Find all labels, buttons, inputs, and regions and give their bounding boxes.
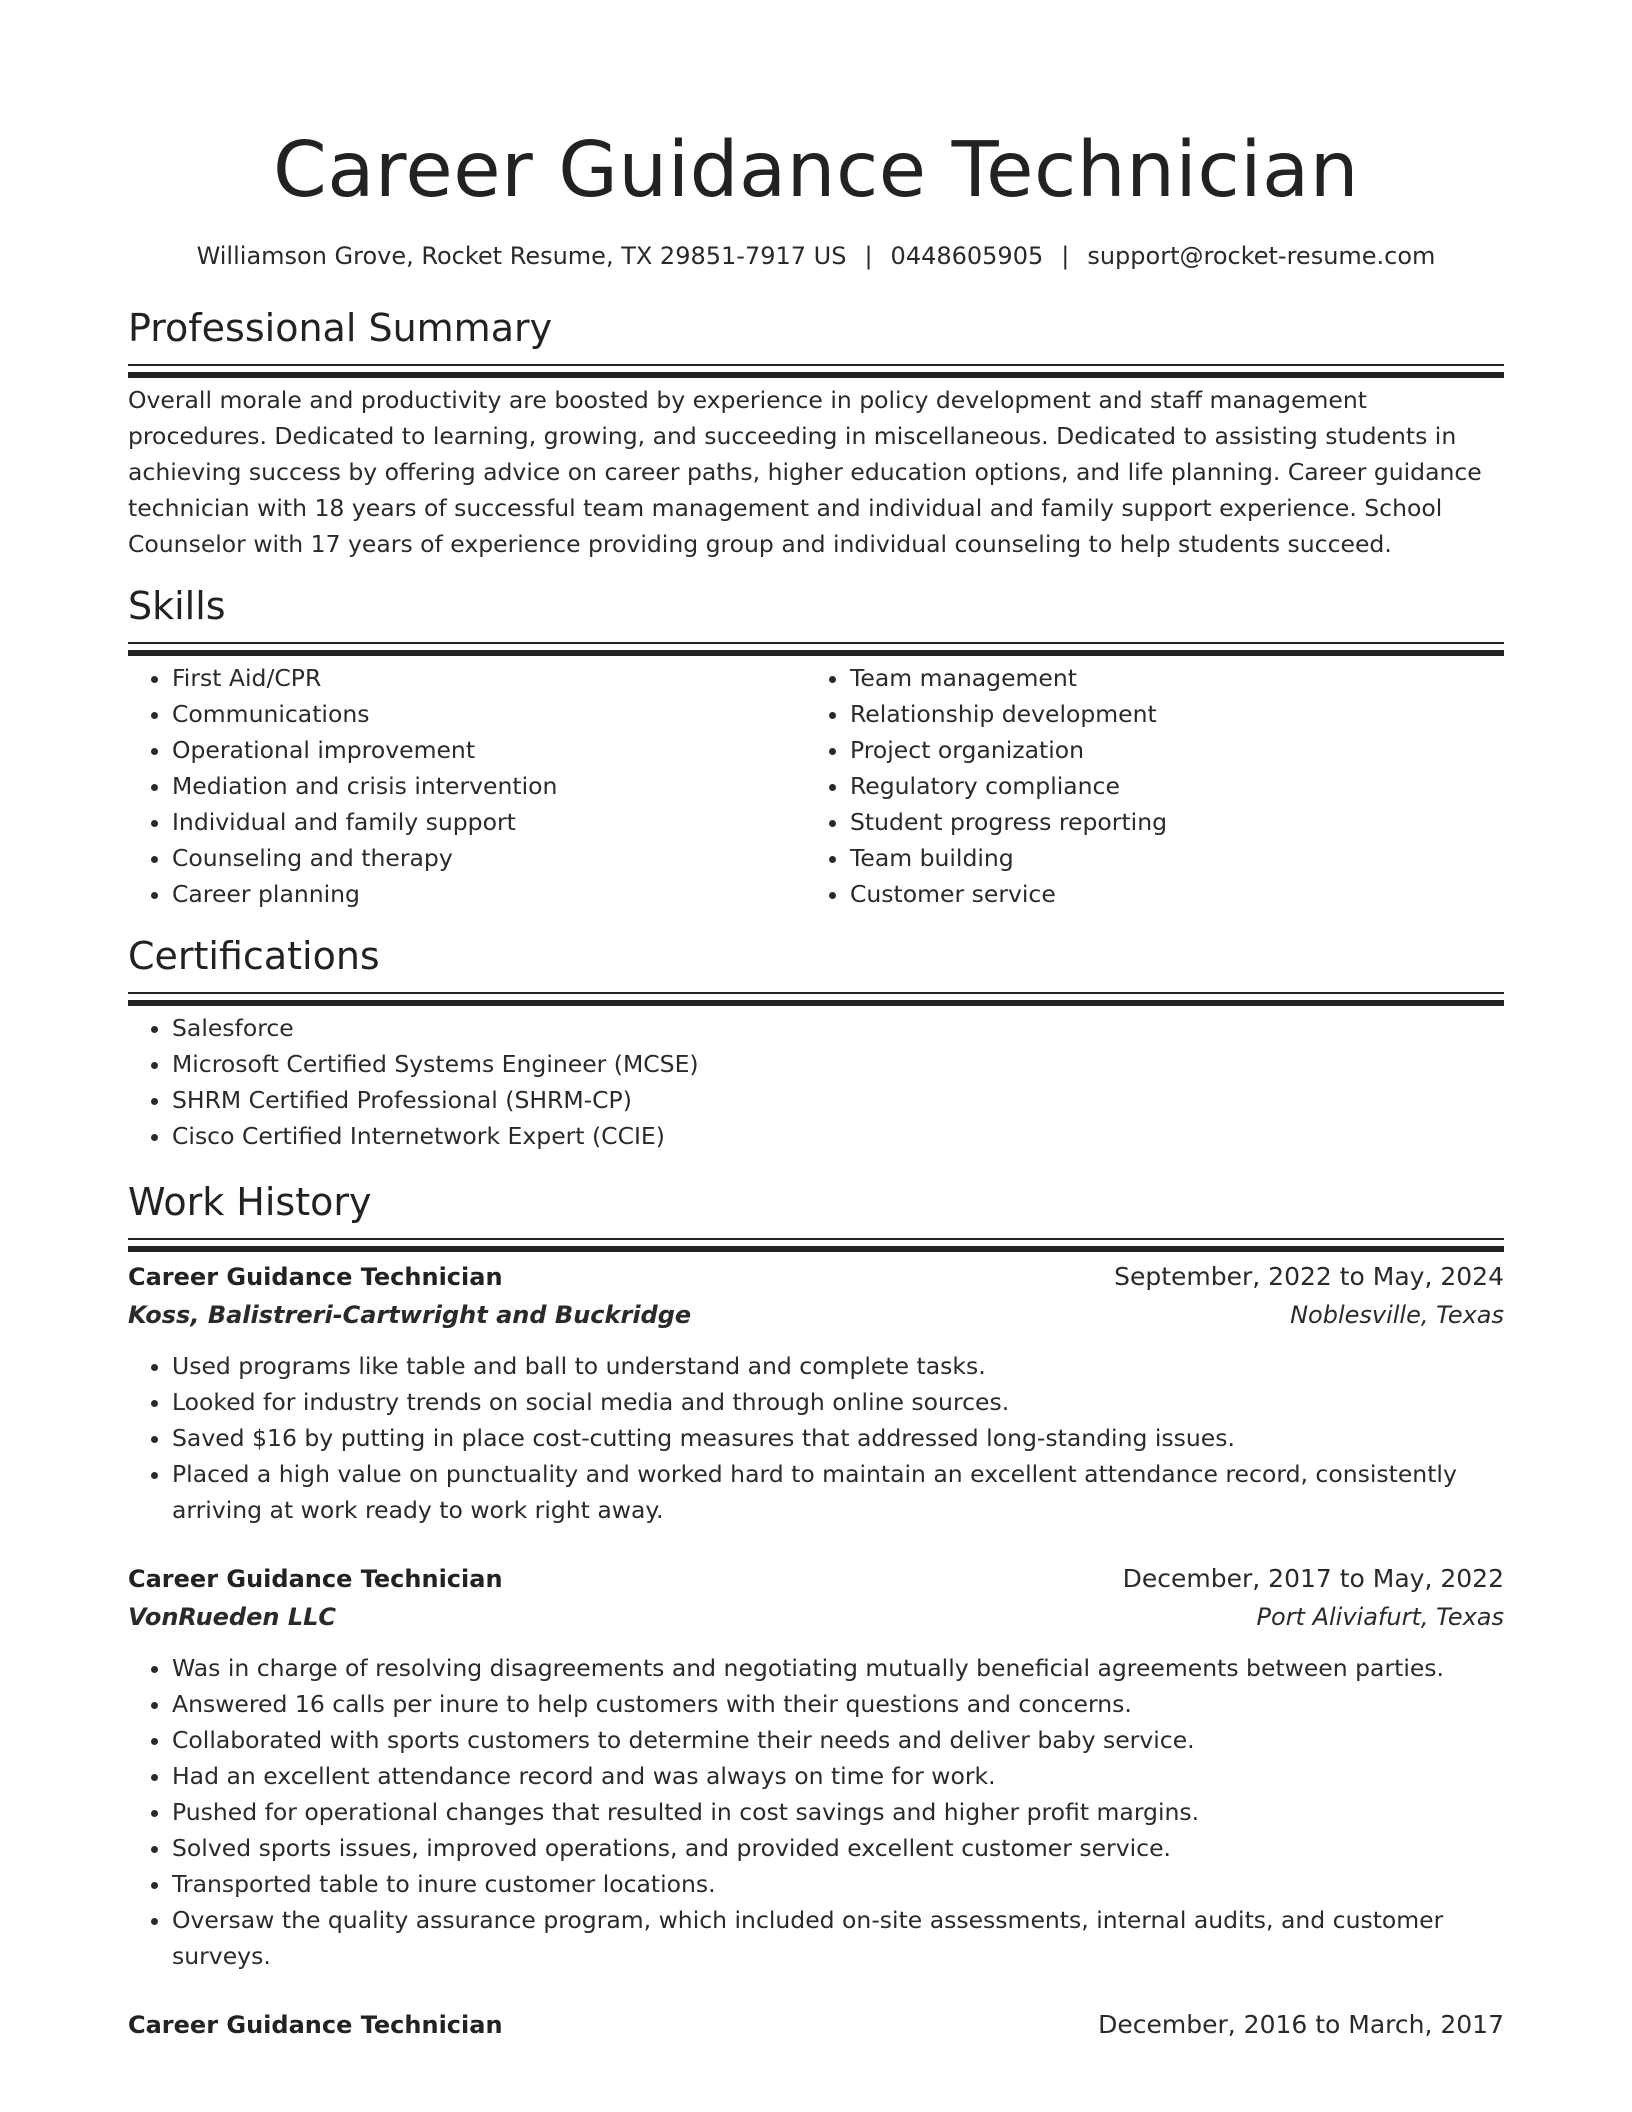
skills-grid <box>128 660 1504 912</box>
work-history-heading: Work History <box>128 1180 372 1224</box>
job-location: Port Aliviafurt, Texas <box>1256 1603 1504 1631</box>
job-entry <box>128 1560 1504 1974</box>
certification-item: • Cisco Certified Internetwork Expert (CCIE) <box>172 1118 1504 1154</box>
job-bullet: • Pushed for operational changes that resulted in cost savings and higher profit margins. <box>172 1794 1504 1830</box>
job-dates: December, 2016 to March, 2017 <box>1098 2010 1504 2039</box>
skill-item: • Counseling and therapy <box>172 840 806 876</box>
section-divider <box>128 642 1504 660</box>
certification-item: • SHRM Certified Professional (SHRM-CP) <box>172 1082 1504 1118</box>
summary-text: Overall morale and productivity are boosted by experience in policy development and staff management procedures. Dedicated to learning, growing, and succeeding in miscellaneous. Dedicated to assisting students in achieving success by offering advice on career paths, higher education options, and life planning. Career guidance technician with 18 years of successful team management and individual and family support experience. School Counselor with 17 years of experience providing group and individual counseling to help students succeed. <box>128 386 1482 558</box>
skill-item: • Student progress reporting <box>850 804 1484 840</box>
job-company: Koss, Balistreri-Cartwright and Buckridge <box>128 1301 692 1329</box>
job-bullets <box>128 1650 1504 1974</box>
work-history-section <box>128 1178 1504 2044</box>
section-divider <box>128 992 1504 1010</box>
job-title: Career Guidance Technician <box>128 1263 503 1291</box>
job-bullet: • Collaborated with sports customers to determine their needs and deliver baby service. <box>172 1722 1504 1758</box>
job-entry <box>128 1258 1504 1528</box>
job-bullet: • Solved sports issues, improved operations, and provided excellent customer service. <box>172 1830 1504 1866</box>
skills-heading: Skills <box>128 584 226 628</box>
certifications-heading: Certifications <box>128 934 380 978</box>
section-divider <box>128 1238 1504 1256</box>
job-entry <box>128 2006 1504 2044</box>
certification-item: • Microsoft Certified Systems Engineer (MCSE) <box>172 1046 1504 1082</box>
job-bullet: • Placed a high value on punctuality and worked hard to maintain an excellent attendance record, consistently arriving at work ready to work right away. <box>172 1456 1504 1528</box>
contact-separator: | <box>864 242 873 270</box>
skill-item: • Communications <box>172 696 806 732</box>
section-divider <box>128 364 1504 382</box>
job-bullet: • Saved $16 by putting in place cost-cutting measures that addressed long-standing issues. <box>172 1420 1504 1456</box>
job-bullets <box>128 1348 1504 1528</box>
contact-phone: 0448605905 <box>890 242 1044 270</box>
skill-item: • Operational improvement <box>172 732 806 768</box>
summary-heading: Professional Summary <box>128 306 553 350</box>
certifications-section <box>128 932 1504 1154</box>
contact-line <box>128 240 1504 272</box>
summary-section <box>128 304 1504 562</box>
job-bullet: • Looked for industry trends on social media and through online sources. <box>172 1384 1504 1420</box>
skill-item: • First Aid/CPR <box>172 660 806 696</box>
job-bullet: • Oversaw the quality assurance program, which included on-site assessments, internal audits, and customer surveys. <box>172 1902 1504 1974</box>
skill-item: • Project organization <box>850 732 1484 768</box>
skill-item: • Relationship development <box>850 696 1484 732</box>
job-title: Career Guidance Technician <box>128 2011 503 2039</box>
skill-item: • Regulatory compliance <box>850 768 1484 804</box>
job-dates: September, 2022 to May, 2024 <box>1114 1262 1504 1291</box>
job-company: VonRueden LLC <box>128 1603 337 1631</box>
skill-item: • Team building <box>850 840 1484 876</box>
skill-item: • Customer service <box>850 876 1484 912</box>
resume-page <box>128 0 1504 2044</box>
job-dates: December, 2017 to May, 2022 <box>1122 1564 1504 1593</box>
job-bullet: • Used programs like table and ball to understand and complete tasks. <box>172 1348 1504 1384</box>
job-bullet: • Was in charge of resolving disagreements and negotiating mutually beneficial agreements between parties. <box>172 1650 1504 1686</box>
skills-column-right <box>806 660 1484 912</box>
job-bullet: • Had an excellent attendance record and was always on time for work. <box>172 1758 1504 1794</box>
resume-title: Career Guidance Technician <box>272 126 1360 215</box>
job-location: Noblesville, Texas <box>1290 1301 1504 1329</box>
job-bullet: • Answered 16 calls per inure to help customers with their questions and concerns. <box>172 1686 1504 1722</box>
skill-item: • Career planning <box>172 876 806 912</box>
skill-item: • Individual and family support <box>172 804 806 840</box>
skill-item: • Mediation and crisis intervention <box>172 768 806 804</box>
job-title: Career Guidance Technician <box>128 1565 503 1593</box>
certifications-list <box>128 1010 1504 1154</box>
contact-email[interactable]: support@rocket-resume.com <box>1087 242 1436 270</box>
certification-item: • Salesforce <box>172 1010 1504 1046</box>
skills-section <box>128 582 1504 912</box>
skills-column-left <box>128 660 806 912</box>
contact-separator: | <box>1061 242 1070 270</box>
skill-item: • Team management <box>850 660 1484 696</box>
job-bullet: • Transported table to inure customer locations. <box>172 1866 1504 1902</box>
contact-address: Williamson Grove, Rocket Resume, TX 29851-7917 US <box>196 242 847 270</box>
